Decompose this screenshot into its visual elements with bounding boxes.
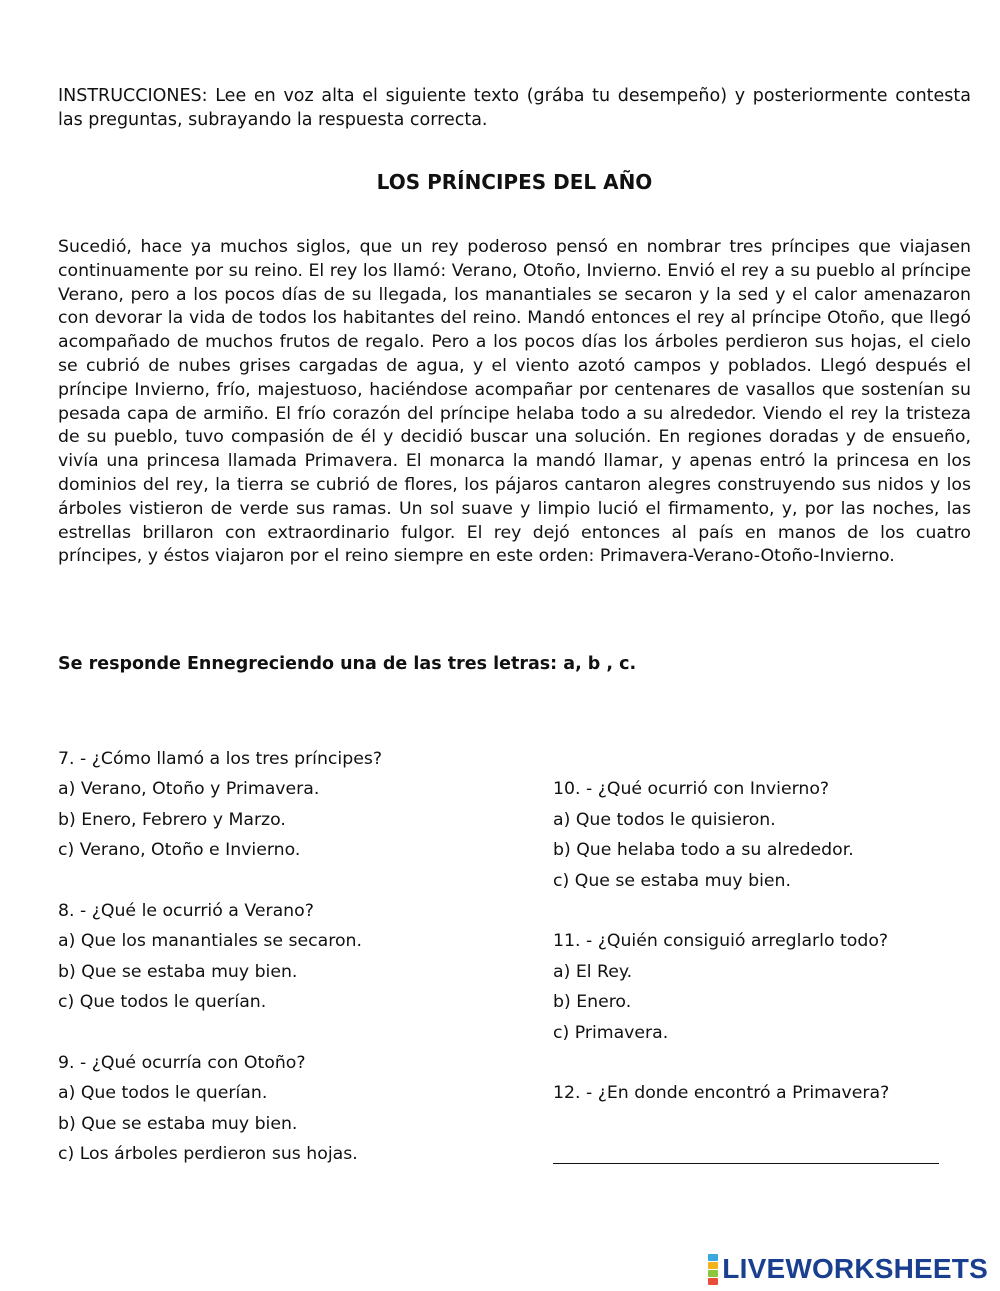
question-8	[58, 896, 528, 1018]
logo-text: LIVEWORKSHEETS	[722, 1253, 988, 1284]
question-text: 8. - ¿Qué le ocurrió a Verano?	[58, 900, 314, 921]
spacer	[553, 1109, 973, 1139]
option-b[interactable]: b) Enero, Febrero y Marzo.	[58, 809, 286, 830]
option-a[interactable]: a) Que todos le querían.	[58, 1083, 268, 1104]
option-b[interactable]: b) Enero.	[553, 992, 632, 1013]
question-text: 11. - ¿Quién consiguió arreglarlo todo?	[553, 931, 889, 952]
liveworksheets-logo	[708, 1252, 988, 1286]
story-text: Sucedió, hace ya muchos siglos, que un rey poderoso pensó en nombrar tres príncipes que viajasen continuamente por su reino. El rey los llamó: Verano, Otoño, Invierno. Envió el rey a su pueblo al príncipe Verano, pero a los pocos días de su llegada, los manantiales se secaron y la sed y el calor amenazaron con devorar la vida de todos los habitantes del reino. Mandó entonces el rey al príncipe Otoño, que llegó acompañado de muchos frutos de regalo. Pero a los pocos días los árboles perdieron sus hojas, el cielo se cubrió de nubes grises cargadas de agua, y el viento azotó campos y poblados. Llegó después el príncipe Invierno, frío, majestuoso, haciéndose acompañar por centenares de vasallos que sostenían su pesada capa de armiño. El frío corazón del príncipe helaba todo a su alrededor. Viendo el rey la tristeza de su pueblo, tuvo compasión de él y decidió buscar una solución. En regiones doradas y de ensueño, vivía una princesa llamada Primavera. El monarca la mandó llamar, y apenas entró la princesa en los dominios del rey, la tierra se cubrió de flores, los pájaros cantaron alegres construyendo sus nidos y los árboles vistieron de verde sus ramas. Un sol suave y limpio lució el firmamento, y, por las noches, las estrellas brillaron con extraordinario fulgor. El rey dejó entonces al país en manos de los cuatro príncipes, y éstos viajaron por el reino siempre en este orden: Primavera-Verano-Otoño-Invierno.	[58, 237, 971, 567]
question-text: 10. - ¿Qué ocurrió con Invierno?	[553, 779, 830, 800]
instructions-text: INSTRUCCIONES: Lee en voz alta el siguiente texto (grába tu desempeño) y posteriormente contesta las preguntas, subrayando la respuesta correcta.	[58, 86, 971, 130]
option-a[interactable]: a) El Rey.	[553, 961, 633, 982]
option-c[interactable]: c) Que todos le querían.	[58, 992, 267, 1013]
questions-left-column	[58, 744, 528, 1169]
option-b[interactable]: b) Que se estaba muy bien.	[58, 961, 298, 982]
logo-mark-icon	[708, 1254, 718, 1285]
spacer	[553, 1048, 973, 1078]
logo-block-3	[708, 1270, 718, 1277]
option-c[interactable]: c) Primavera.	[553, 1022, 669, 1043]
option-c[interactable]: c) Que se estaba muy bien.	[553, 870, 791, 891]
option-a[interactable]: a) Que todos le quisieron.	[553, 809, 776, 830]
questions-right-column	[553, 744, 973, 1164]
answer-instructions: Se responde Ennegreciendo una de las tres letras: a, b , c.	[58, 654, 637, 674]
option-a[interactable]: a) Verano, Otoño y Primavera.	[58, 779, 320, 800]
question-11	[553, 926, 973, 1048]
logo-block-1	[708, 1254, 718, 1261]
page-title: LOS PRÍNCIPES DEL AÑO	[376, 170, 653, 194]
spacer	[553, 896, 973, 926]
option-a[interactable]: a) Que los manantiales se secaron.	[58, 931, 362, 952]
option-c[interactable]: c) Verano, Otoño e Invierno.	[58, 840, 301, 861]
spacer	[58, 866, 528, 896]
question-10	[553, 774, 973, 896]
spacer	[58, 1018, 528, 1048]
option-b[interactable]: b) Que helaba todo a su alrededor.	[553, 840, 854, 861]
option-b[interactable]: b) Que se estaba muy bien.	[58, 1113, 298, 1134]
option-c[interactable]: c) Los árboles perdieron sus hojas.	[58, 1144, 358, 1165]
answer-blank-line[interactable]	[553, 1147, 939, 1164]
logo-block-4	[708, 1278, 718, 1285]
question-text: 7. - ¿Cómo llamó a los tres príncipes?	[58, 749, 383, 769]
question-text: 12. - ¿En donde encontró a Primavera?	[553, 1083, 890, 1104]
question-7	[58, 744, 528, 866]
question-9	[58, 1048, 528, 1170]
question-12	[553, 1078, 973, 1164]
spacer	[553, 744, 973, 774]
question-text: 9. - ¿Qué ocurría con Otoño?	[58, 1052, 306, 1073]
logo-block-2	[708, 1262, 718, 1269]
